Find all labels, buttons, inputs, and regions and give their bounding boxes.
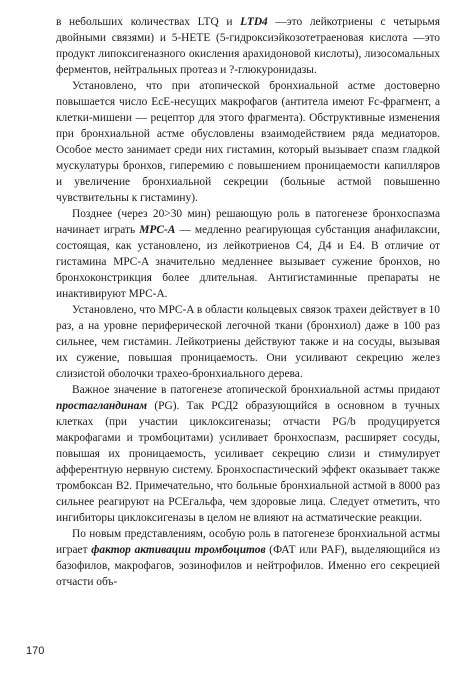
text-run: Важное значение в патогенезе атопической бронхиальной астмы придают	[72, 384, 440, 396]
emphasized-term: LTD4	[240, 16, 268, 28]
emphasized-term: простагландинам	[56, 400, 148, 412]
text-run: Позднее (через 20>30 мин) решающую роль в патогенезе бронхоспазма начинает играть	[56, 208, 440, 236]
text-run: По новым представлениям, особую роль в патогенезе бронхиальной астмы играет	[56, 528, 440, 556]
paragraph	[56, 302, 440, 382]
emphasized-term: MPC-A	[139, 224, 176, 236]
paragraph	[56, 206, 440, 302]
text-run: в небольших количествах LTQ и	[56, 16, 241, 28]
paragraph	[56, 526, 440, 590]
text-run: (ФАТ или PAF), выделяющийся из базофилов, макрофагов, эозинофилов и нейтрофилов. Именно его секрецией отчасти объ-	[56, 544, 440, 588]
text-run: (PG). Так РСД2 образующийся в основном в тучных клетках (при участии циклоксигеназы; отчасти PG/b продуцируется макрофагами и тромбоцитами) усиливает бронхоспазм, расширяет сосуды, повышая их проницаемость, усиливает секрецию слизи и стимулирует афферентную нервную систему. Бронхоспастический эффект оказывает также тромбоксан В2. Примечательно, что больные бронхиальной астмой в 8000 раз сильнее реагируют на РСЕгальфа, чем здоровые лица. Следует отметить, что ингибиторы циклоксигеназы в целом не влияют на астматические реакции.	[56, 400, 440, 524]
text-run: Установлено, что при атопической бронхиальной астме достоверно повышается число ЕсЕ-несущих макрофагов (антитела имеют Fc-фрагмент, а клетки-мишени — рецептор для этого фрагмента). Обструктивные изменения при бронхиальной астме обусловлены взаимодействием ряда медиаторов. Особое место занимает среди них гистамин, который вызывает спазм гладкой мускулатуры бронхов, гиперемию с повышением проницаемости капилляров и увеличение бронхиальной секреции (больные астмой повышенно чувствительны к гистамину).	[56, 80, 440, 204]
text-run: — медленно реагирующая субстанция анафилаксии, состоящая, как установлено, из лейкотриенов С4, Д4 и Е4. В отличие от гистамина MPC-A значительно медленнее вызывает сужение бронхов, но бронхоконстрикция более длительная. Антигистаминные препараты не инактивируют MPC-A.	[56, 224, 441, 300]
emphasized-term: фактор активации тромбоцитов	[91, 544, 266, 556]
paragraph	[56, 14, 440, 78]
page-number: 170	[26, 645, 45, 657]
body-text	[56, 14, 440, 590]
paragraph	[56, 78, 440, 206]
text-run: —это лейкотриены с четырьмя двойными связями) и 5-HETE (5-гидроксиэйкозотетраеновая кислота —это продукт липоксигеназного окисления арахидоновой кислоты), лизосомальных ферментов, нейтральных протеаз и ?-глюкуронидазы.	[56, 16, 440, 76]
text-run: Установлено, что MPC-A в области кольцевых связок трахеи действует в 10 раз, а на уровне периферической легочной ткани (бронхиол) даже в 100 раз сильнее, чем гистамин. Лейкотриены действуют также и на сосуды, вызывая их сужение, повышая проницаемость. Они усиливают секрецию желез слизистой оболочки трахео-бронхиального дерева.	[56, 304, 440, 380]
paragraph	[56, 382, 440, 526]
